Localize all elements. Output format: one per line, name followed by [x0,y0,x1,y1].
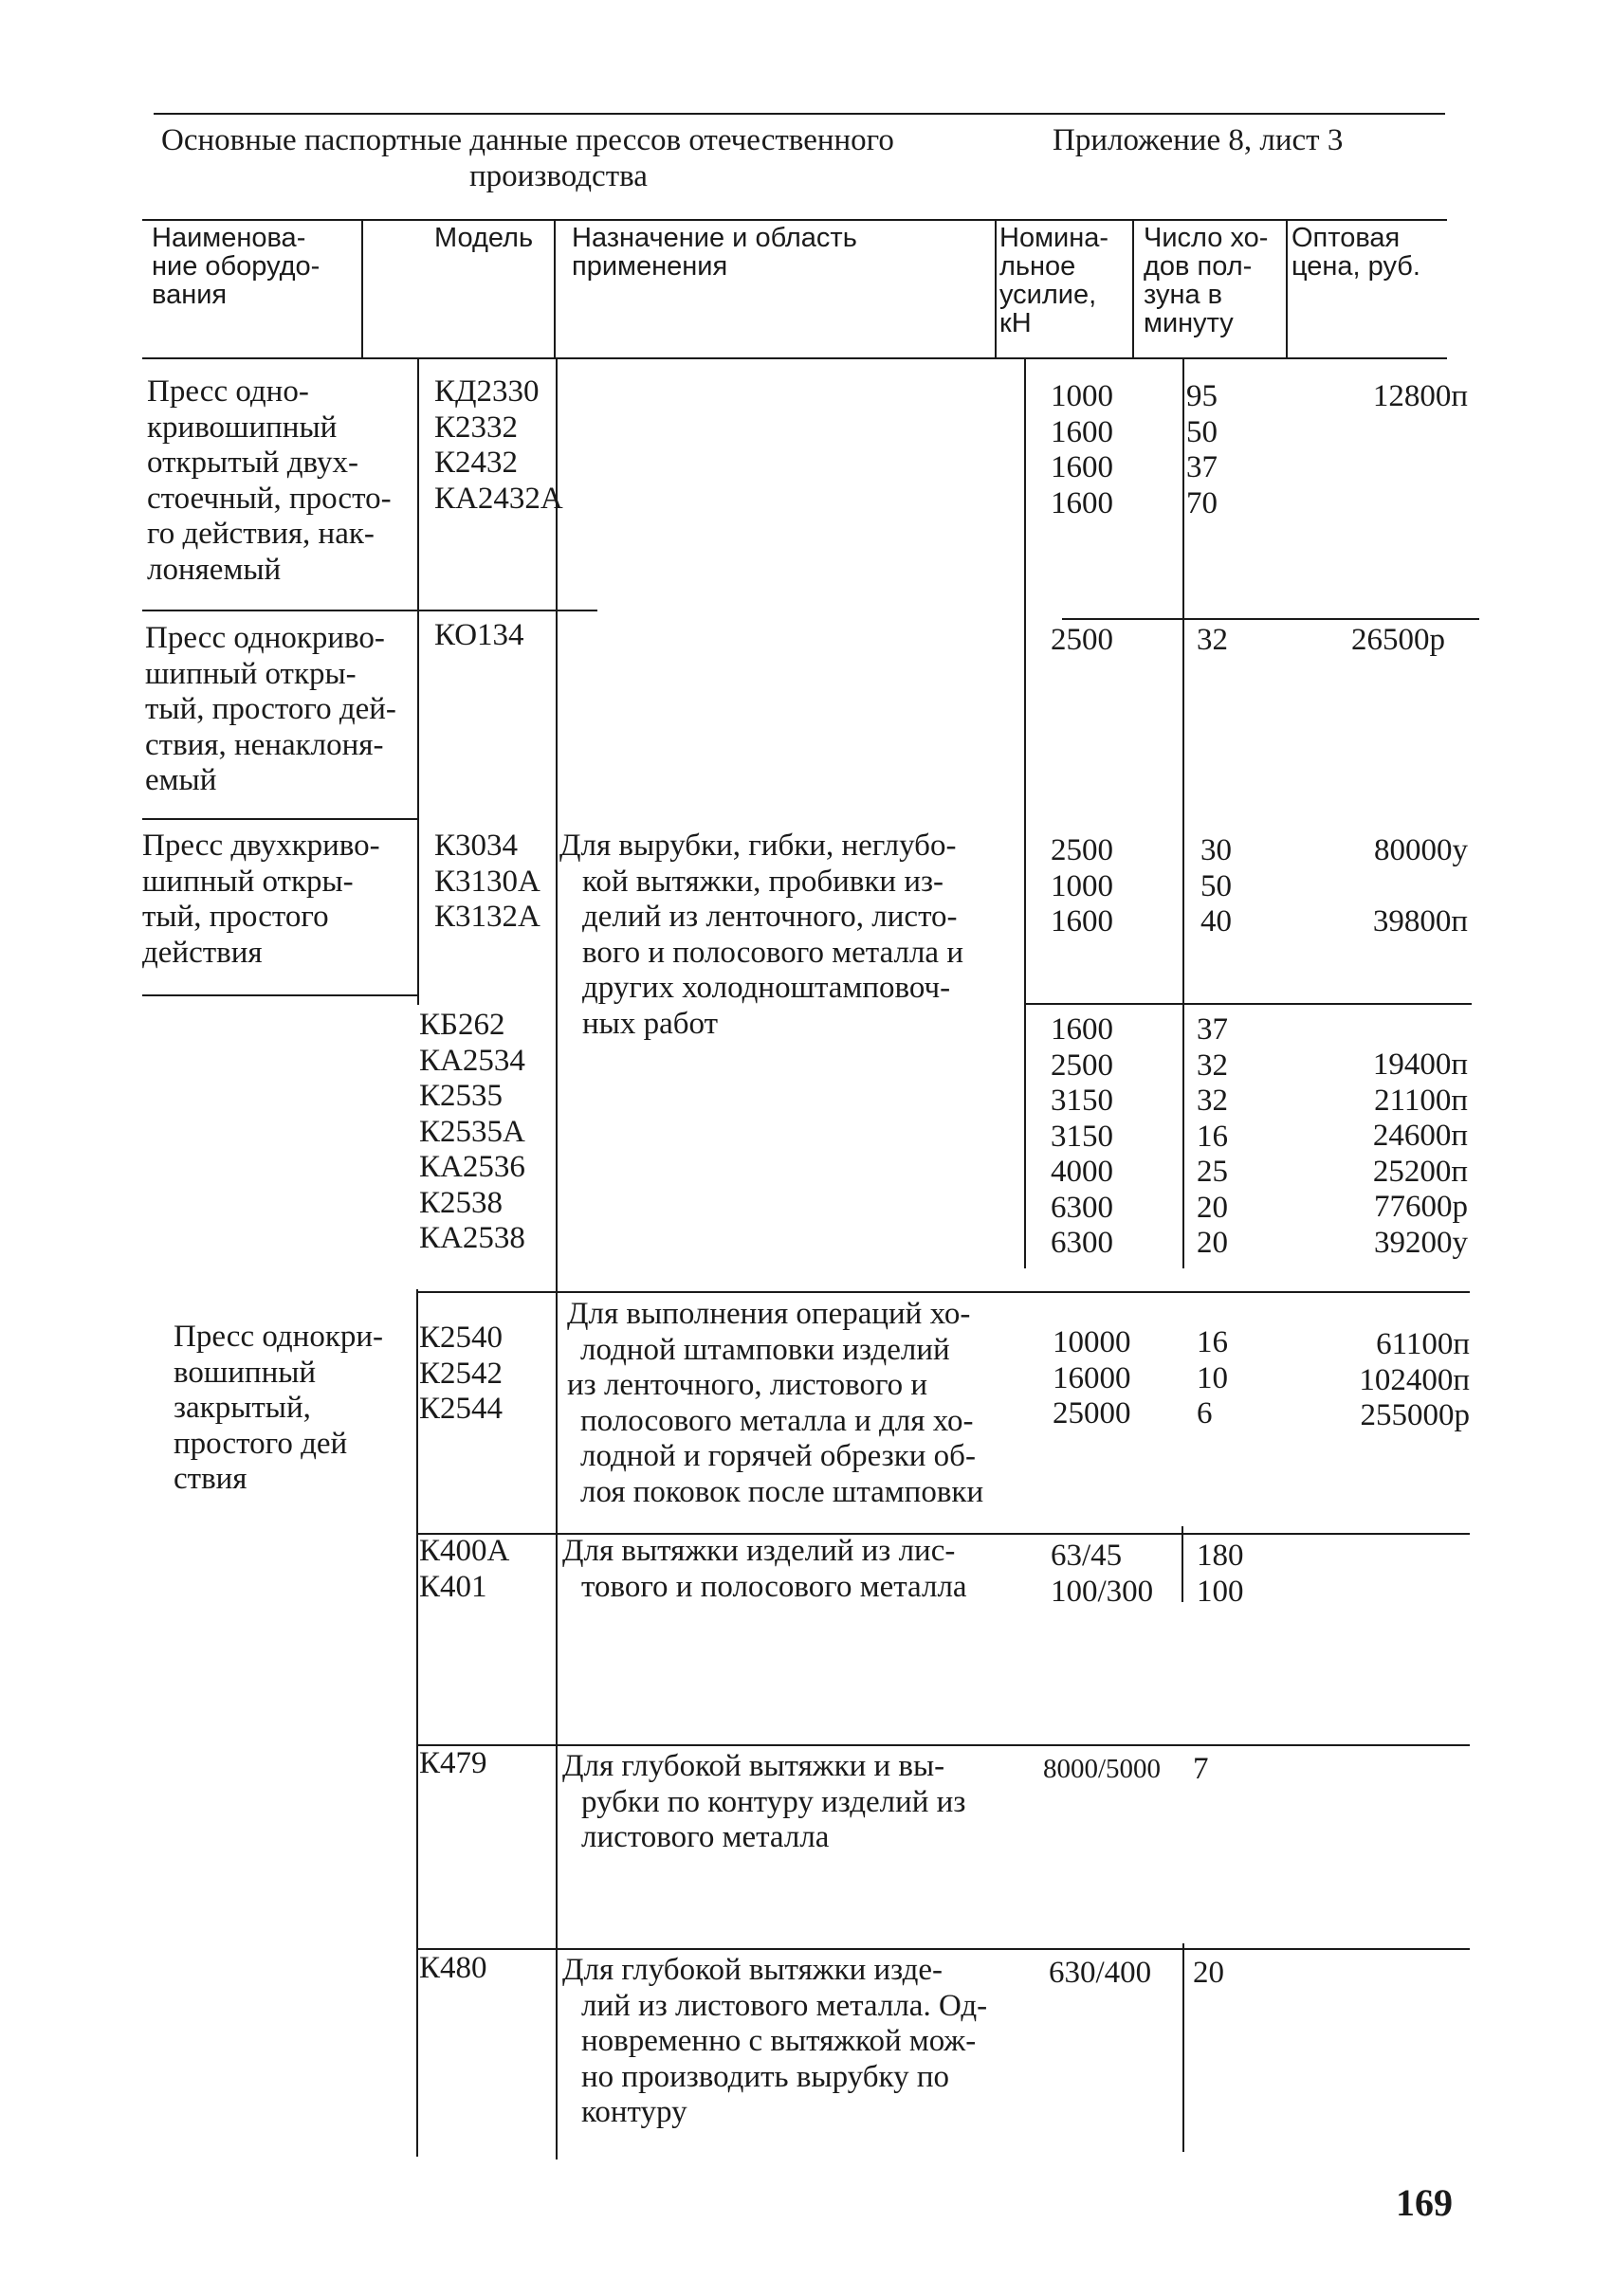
table-title-line-1: Основные паспортные данные прессов отечественного [161,123,894,157]
header-sep-5 [1286,220,1288,358]
column-header-model: Модель [434,223,534,253]
model-group-8: К480 [419,1951,487,1985]
force-group-1: 1000 1600 1600 1600 [1051,379,1113,520]
top-rule [154,113,1445,115]
price-group-3: 80000у 39800п [1372,833,1468,938]
column-header-price: Оптовая цена, руб. [1291,223,1420,282]
purpose-cell-2: Для выполнения операций хо- лодной штамповки изделий из ленточного, листового и полосового металла и для хо- лодной и горячей обрезки об- лоя поковок после штамповки [567,1297,984,1509]
header-bottom-rule [142,357,1447,359]
body-sep-name-model [417,358,419,1005]
model-group-1: КД2330 К2332 К2432 КА2432А [434,374,563,516]
body-sep-name-model-lower [416,1289,418,2157]
body-sep-force-strokes [1182,358,1184,1268]
body-sep-model-purpose [556,358,558,2159]
force-group-7: 8000/5000 [1043,1754,1162,1784]
column-header-purpose: Назначение и область применения [572,223,857,282]
strokes-group-2: 32 [1197,623,1228,657]
strokes-group-4: 37 32 32 16 25 20 20 [1197,1012,1228,1260]
purpose-cell-5: Для глубокой вытяжки изде- лий из листового металла. Од- новременно с вытяжкой мож- но производить вырубку по контуру [562,1953,988,2129]
force-group-4: 1600 2500 3150 3150 4000 6300 6300 [1051,1012,1113,1260]
header-sep-3 [995,220,997,358]
force-group-3: 2500 1000 1600 [1051,833,1113,938]
row-sep-3-right [1026,1003,1472,1005]
header-top-rule [142,219,1447,221]
header-sep-4 [1132,220,1134,358]
purpose-cell-1: Для вырубки, гибки, неглубо- кой вытяжки, пробивки из- делий из ленточного, листо- вого и полосового металла и других холодноштамповоч- ных работ [559,829,963,1041]
strokes-group-8: 20 [1193,1956,1224,1990]
strokes-group-1: 95 50 37 70 [1186,379,1218,520]
equipment-name-2: Пресс однокриво- шипный откры- тый, простого дей- ствия, ненаклоня- емый [145,621,396,797]
body-sep-strokes-price-bottom [1182,1943,1184,2152]
strokes-group-6: 180 100 [1197,1539,1244,1609]
appendix-label: Приложение 8, лист 3 [1053,123,1344,157]
column-header-name: Наименова- ние оборудо- вания [152,223,321,310]
column-header-force: Номина- льное усилие, кН [999,223,1109,338]
model-group-3: К3034 К3130А К3132А [434,829,540,934]
column-header-strokes: Число хо- дов пол- зуна в минуту [1144,223,1269,338]
model-group-4: КБ262 КА2534 К2535 К2535А КА2536 К2538 КА2538 [419,1008,525,1255]
strokes-group-3: 30 50 40 [1200,833,1232,938]
model-group-7: К479 [419,1746,487,1780]
row-sep-1-right [1062,618,1479,620]
model-group-5: К2540 К2542 К2544 [419,1321,504,1426]
row-sep-6 [417,1744,1470,1746]
purpose-cell-4: Для глубокой вытяжки и вы- рубки по контуру изделий из листового металла [562,1749,966,1854]
force-group-8: 630/400 [1049,1956,1152,1990]
price-group-2: 26500р [1351,623,1445,657]
row-sep-7 [417,1948,1470,1950]
header-sep-1 [361,220,363,358]
table-title-line-2: производства [469,159,648,193]
body-sep-strokes-price-lower [1182,1526,1183,1602]
body-sep-purpose-force [1024,358,1026,1268]
model-group-2: КО134 [434,618,524,652]
equipment-name-1: Пресс одно- кривошипный открытый двух- стоечный, просто- го действия, нак- лоняемый [147,374,392,587]
row-sep-4 [417,1291,1470,1293]
force-group-6: 63/45 100/300 [1051,1539,1154,1609]
row-sep-2 [142,818,417,820]
strokes-group-7: 7 [1193,1752,1209,1786]
equipment-name-4: Пресс однокри- вошипный закрытый, простого дей ствия [174,1320,384,1496]
force-group-2: 2500 [1051,623,1113,657]
model-group-6: К400А К401 [419,1534,510,1604]
strokes-group-5: 16 10 6 [1197,1325,1228,1430]
page-number: 169 [1396,2181,1453,2224]
equipment-name-3: Пресс двухкриво- шипный откры- тый, простого действия [142,829,380,970]
row-sep-1 [142,610,597,611]
price-group-1: 12800п [1372,379,1468,413]
header-sep-2 [554,220,556,358]
row-sep-3 [142,994,417,996]
purpose-cell-3: Для вытяжки изделий из лис- тового и полосового металла [562,1534,967,1604]
price-group-4: 19400п 21100п 24600п 25200п 77600р 39200у [1372,1048,1468,1260]
price-group-5: 61100п 102400п 255000р [1359,1327,1470,1432]
force-group-5: 10000 16000 25000 [1053,1325,1131,1430]
